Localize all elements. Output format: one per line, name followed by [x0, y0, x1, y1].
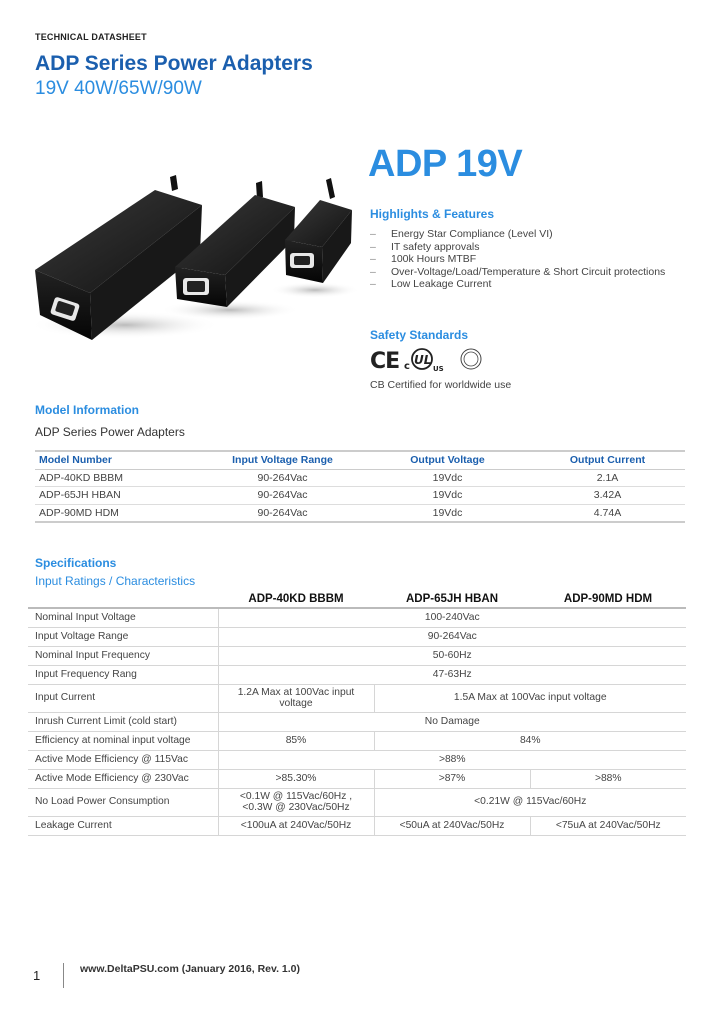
- model-info-subheading: ADP Series Power Adapters: [35, 425, 185, 439]
- highlights-heading: Highlights & Features: [370, 207, 495, 221]
- ul-mark-icon: [461, 349, 481, 369]
- row-label: Active Mode Efficiency @ 230Vac: [28, 769, 218, 788]
- row-label: Input Frequency Rang: [28, 665, 218, 684]
- highlight-item: – 100k Hours MTBF: [370, 253, 477, 266]
- row-label: Nominal Input Frequency: [28, 646, 218, 665]
- table-row: [28, 731, 686, 750]
- table-cell: 100-240Vac: [218, 608, 686, 627]
- table-cell: 4.74A: [530, 504, 685, 522]
- doc-subtitle: 19V 40W/65W/90W: [35, 78, 202, 99]
- table-row: [35, 469, 685, 487]
- highlight-item: – Over-Voltage/Load/Temperature & Short Circuit protections: [370, 265, 666, 278]
- culus-mark-icon: [404, 349, 444, 373]
- model-info-heading: Model Information: [35, 403, 139, 417]
- spec-table: [28, 591, 686, 836]
- table-cell: 19Vdc: [365, 469, 530, 487]
- table-cell: 19Vdc: [365, 487, 530, 505]
- table-row: [28, 788, 686, 816]
- specifications-subheading: Input Ratings / Characteristics: [35, 574, 196, 588]
- table-cell: >85.30%: [218, 769, 374, 788]
- footer-link[interactable]: www.DeltaPSU.com (January 2016, Rev. 1.0): [80, 963, 301, 975]
- safety-heading: Safety Standards: [370, 328, 469, 342]
- highlight-item: – Low Leakage Current: [370, 278, 492, 291]
- table-header-row: [35, 451, 685, 469]
- svg-text:US: US: [433, 365, 444, 373]
- table-cell: 1.5A Max at 100Vac input voltage: [374, 684, 686, 712]
- table-cell: 3.42A: [530, 487, 685, 505]
- table-row: [35, 504, 685, 522]
- row-label: Active Mode Efficiency @ 115Vac: [28, 750, 218, 769]
- table-cell: ADP-40KD BBBM: [35, 469, 200, 487]
- table-cell: 90-264Vac: [200, 504, 365, 522]
- table-cell: 90-264Vac: [200, 469, 365, 487]
- table-row: [28, 608, 686, 627]
- doc-label: TECHNICAL DATASHEET: [35, 32, 147, 42]
- table-cell: 90-264Vac: [200, 487, 365, 505]
- highlights-list: [370, 228, 665, 291]
- table-cell: 50-60Hz: [218, 646, 686, 665]
- model-table: [35, 450, 685, 523]
- product-photo: [30, 175, 360, 345]
- table-cell: 19Vdc: [365, 504, 530, 522]
- column-header: Model Number: [35, 451, 200, 469]
- column-header: Output Voltage: [365, 451, 530, 469]
- highlight-item: – Energy Star Compliance (Level VI): [370, 228, 553, 240]
- column-header: Output Current: [530, 451, 685, 469]
- table-cell: 2.1A: [530, 469, 685, 487]
- column-header: ADP-65JH HBAN: [374, 591, 530, 608]
- table-row: [28, 684, 686, 712]
- svg-text:UL: UL: [414, 353, 432, 367]
- table-row: [28, 769, 686, 788]
- table-cell: <0.1W @ 115Vac/60Hz , <0.3W @ 230Vac/50Hz: [218, 788, 374, 816]
- ce-mark-icon: CE: [370, 349, 400, 373]
- table-cell: <0.21W @ 115Vac/60Hz: [374, 788, 686, 816]
- doc-title: ADP Series Power Adapters: [35, 52, 313, 75]
- table-cell: <50uA at 240Vac/50Hz: [374, 816, 530, 835]
- row-label: No Load Power Consumption: [28, 788, 218, 816]
- table-row: [28, 627, 686, 646]
- table-row: [28, 665, 686, 684]
- table-row: [28, 750, 686, 769]
- row-label: Nominal Input Voltage: [28, 608, 218, 627]
- column-header: ADP-90MD HDM: [530, 591, 686, 608]
- table-cell: 1.2A Max at 100Vac input voltage: [218, 684, 374, 712]
- table-row: [28, 816, 686, 835]
- table-cell: 90-264Vac: [218, 627, 686, 646]
- highlight-item: – IT safety approvals: [370, 240, 480, 253]
- row-label: Input Voltage Range: [28, 627, 218, 646]
- table-cell: <100uA at 240Vac/50Hz: [218, 816, 374, 835]
- table-row: [35, 487, 685, 505]
- table-cell: >87%: [374, 769, 530, 788]
- row-label: Inrush Current Limit (cold start): [28, 712, 218, 731]
- table-cell: >88%: [218, 750, 686, 769]
- table-cell: <75uA at 240Vac/50Hz: [530, 816, 686, 835]
- svg-text:c: c: [404, 361, 410, 372]
- column-header: Input Voltage Range: [200, 451, 365, 469]
- certification-logos: [370, 347, 500, 373]
- footer-divider: [63, 963, 64, 988]
- column-header-blank: [28, 591, 218, 608]
- row-label: Leakage Current: [28, 816, 218, 835]
- cb-certified-text: CB Certified for worldwide use: [370, 379, 512, 391]
- table-row: [28, 646, 686, 665]
- column-header: ADP-40KD BBBM: [218, 591, 374, 608]
- hero-title: ADP 19V: [368, 143, 523, 185]
- table-cell: 84%: [374, 731, 686, 750]
- row-label: Input Current: [28, 684, 218, 712]
- table-cell: 85%: [218, 731, 374, 750]
- table-cell: 47-63Hz: [218, 665, 686, 684]
- table-cell: No Damage: [218, 712, 686, 731]
- page-number: 1: [33, 968, 41, 983]
- table-header-row: [28, 591, 686, 608]
- table-cell: ADP-65JH HBAN: [35, 487, 200, 505]
- specifications-heading: Specifications: [35, 556, 117, 570]
- table-cell: >88%: [530, 769, 686, 788]
- table-cell: ADP-90MD HDM: [35, 504, 200, 522]
- table-row: [28, 712, 686, 731]
- row-label: Efficiency at nominal input voltage: [28, 731, 218, 750]
